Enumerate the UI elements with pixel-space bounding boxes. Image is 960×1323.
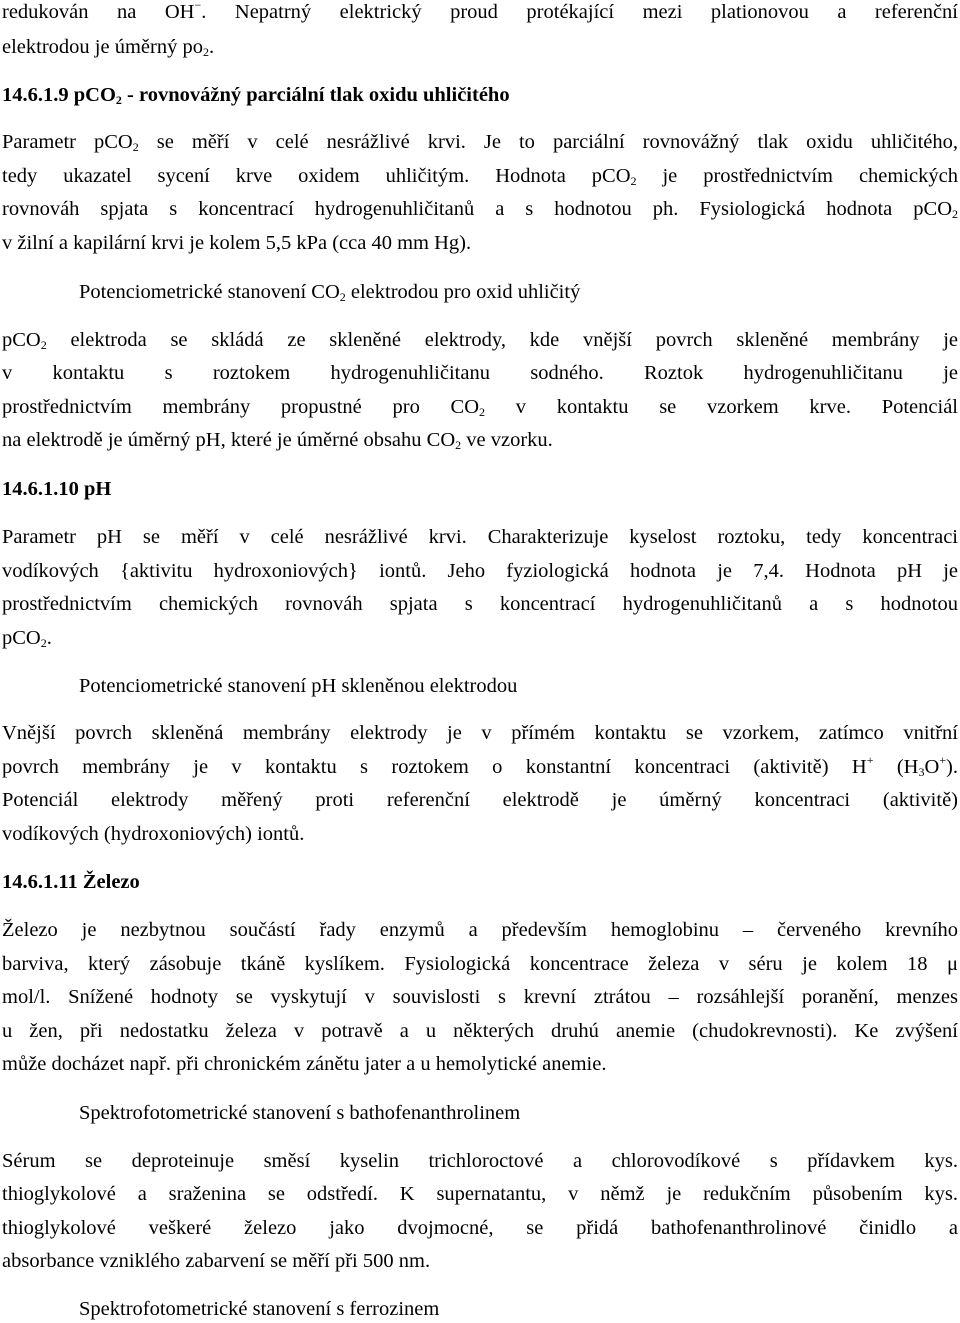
text-line: Parametr pCO$_2$ se měří v celé nesrážlivé krvi. Je to parciální rovnovážný tlak oxidu uhličitého, [2, 131, 958, 154]
text-line: tedy ukazatel sycení krve oxidem uhličitým. Hodnota pCO$_2$ je prostřednictvím chemických [2, 165, 958, 188]
text-line: v žilní a kapilární krvi je kolem 5,5 kPa (cca 40 mm Hg). [2, 232, 472, 254]
text-line: pCO$_2$ elektroda se skládá ze skleněné elektrody, kde vnější povrch skleněné membrány je [2, 329, 958, 352]
section-heading: 14.6.1.11 Železo [2, 871, 140, 893]
text-line: rovnováh spjata s koncentrací hydrogenuhličitanů a s hodnotou ph. Fysiologická hodnota pCO$_2$ [2, 198, 958, 221]
text-line: pCO$_2$. [2, 627, 52, 650]
text-line: mol/l. Snížené hodnoty se vyskytují v souvislosti s krevní ztrátou – rozsáhlejší poranění, menzes [2, 986, 958, 1008]
text-line: Železo je nezbytnou součástí řady enzymů a především hemoglobinu – červeného krevního [2, 919, 958, 941]
text-line: redukován na OH−. Nepatrný elektrický proud protékající mezi plationovou a referenční [2, 0, 959, 23]
section-heading: 14.6.1.10 pH [2, 478, 112, 500]
method-subheading: Potenciometrické stanovení $CO_2$ elektrodou pro oxid uhličitý [79, 281, 581, 304]
text-line: prostřednictvím chemických rovnováh spjata s koncentrací hydrogenuhličitanů a s hodnotou [2, 593, 958, 615]
method-subheading: Spektrofotometrické stanovení s ferrozinem [79, 1298, 440, 1320]
section-heading: 14.6.1.9 pCO$_2$ - rovnovážný parciální tlak oxidu uhličitého [2, 84, 510, 107]
text-line: absorbance vzniklého zabarvení se měří při 500 nm. [2, 1250, 431, 1272]
text-line: vodíkových (hydroxoniových) iontů. [2, 823, 305, 845]
text-line: Vnější povrch skleněná membrány elektrody je v přímém kontaktu se vzorkem, zatímco vnitřní [2, 722, 958, 744]
text-line: barviva, který zásobuje tkáně kyslíkem. Fysiologická koncentrace železa v séru je kolem 18 μ [2, 953, 958, 975]
text-line: elektrodou je úměrný $po_2$. [2, 36, 215, 59]
method-subheading: Potenciometrické stanovení pH skleněnou elektrodou [79, 675, 518, 697]
text-line: u žen, při nedostatku železa v potravě a u některých druhú anemie (chudokrevnosti). Ke zvýšení [2, 1020, 958, 1042]
text-line: může docházet např. při chronickém zánětu jater a u hemolytické anemie. [2, 1053, 607, 1075]
text-line: povrch membrány je v kontaktu s roztokem o konstantní koncentraci (aktivitě) H+ $(H_3O^+)$. [2, 753, 958, 779]
text-line: Parametr pH se měří v celé nesrážlivé krvi. Charakterizuje kyselost roztoku, tedy koncentraci [2, 526, 958, 548]
text-line: vodíkových {aktivitu hydroxoniových} iontů. Jeho fyziologická hodnota je 7,4. Hodnota pH je [2, 560, 958, 582]
text-line: Sérum se deproteinuje směsí kyselin trichloroctové a chlorovodíkové s přídavkem kys. [2, 1150, 958, 1172]
text-line: prostřednictvím membrány propustné pro $CO_2$ v kontaktu se vzorkem krve. Potenciál [2, 396, 958, 419]
text-line: thioglykolové veškeré železo jako dvojmocné, se přidá bathofenanthrolinové činidlo a [2, 1217, 958, 1239]
method-subheading: Spektrofotometrické stanovení s bathofenanthrolinem [79, 1102, 521, 1124]
text-line: na elektrodě je úměrný pH, které je úměrné obsahu $CO_2$ ve vzorku. [2, 429, 553, 452]
text-line: Potenciál elektrody měřený proti referenční elektrodě je úměrný koncentraci (aktivitě) [2, 789, 958, 811]
text-line: thioglykolové a sraženina se odstředí. K supernatantu, v němž je redukčním působením kys. [2, 1183, 958, 1205]
text-line: v kontaktu s roztokem hydrogenuhličitanu sodného. Roztok hydrogenuhličitanu je [2, 362, 958, 384]
